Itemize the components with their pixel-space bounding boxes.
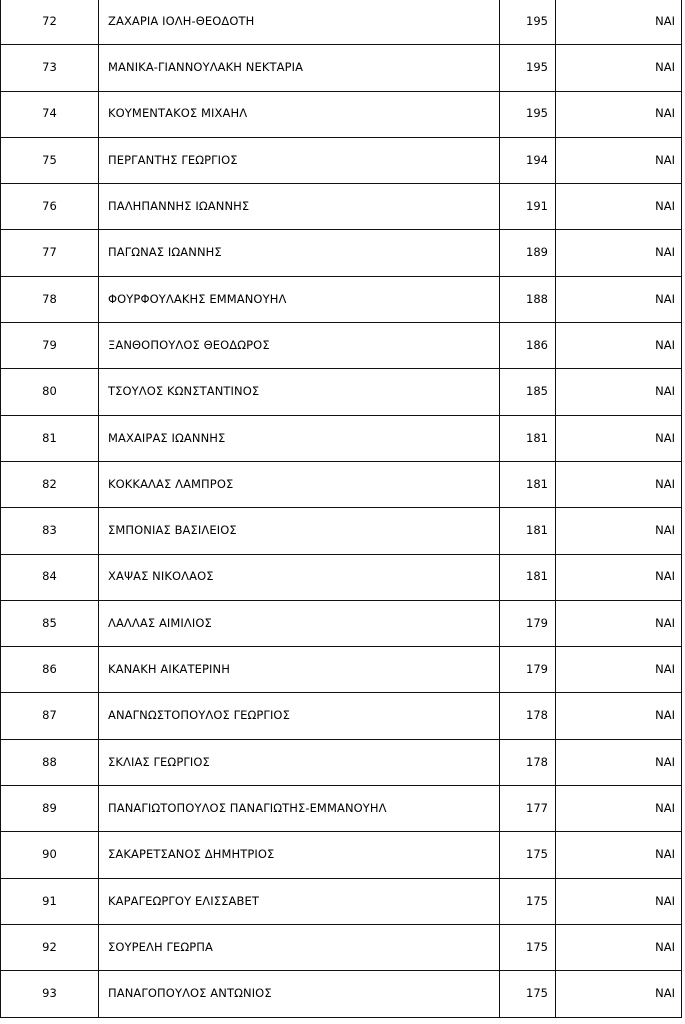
status-value: ΝΑΙ [556,832,682,878]
candidate-name: ΞΑΝΘΟΠΟΥΛΟΣ ΘΕΟΔΩΡΟΣ [99,323,500,369]
score-value: 194 [500,137,556,183]
table-row [1,554,682,600]
row-number: 72 [1,0,99,45]
table-row [1,230,682,276]
row-number: 87 [1,693,99,739]
row-number: 74 [1,91,99,137]
status-value: ΝΑΙ [556,647,682,693]
score-value: 195 [500,45,556,91]
score-value: 181 [500,415,556,461]
score-value: 189 [500,230,556,276]
table-row [1,45,682,91]
status-value: ΝΑΙ [556,508,682,554]
candidate-name: ΠΑΓΩΝΑΣ ΙΩΑΝΝΗΣ [99,230,500,276]
candidate-name: ΧΑΨΑΣ ΝΙΚΟΛΑΟΣ [99,554,500,600]
score-value: 175 [500,924,556,970]
candidate-name: ΣΜΠΟΝΙΑΣ ΒΑΣΙΛΕΙΟΣ [99,508,500,554]
status-value: ΝΑΙ [556,137,682,183]
score-value: 188 [500,276,556,322]
score-value: 179 [500,600,556,646]
row-number: 80 [1,369,99,415]
status-value: ΝΑΙ [556,323,682,369]
candidate-name: ΑΝΑΓΝΩΣΤΟΠΟΥΛΟΣ ΓΕΩΡΓΙΟΣ [99,693,500,739]
row-number: 76 [1,184,99,230]
score-value: 185 [500,369,556,415]
row-number: 90 [1,832,99,878]
row-number: 79 [1,323,99,369]
candidate-name: ΚΟΥΜΕΝΤΑΚΟΣ ΜΙΧΑΗΛ [99,91,500,137]
score-value: 175 [500,832,556,878]
row-number: 82 [1,461,99,507]
row-number: 93 [1,971,99,1017]
status-value: ΝΑΙ [556,91,682,137]
row-number: 77 [1,230,99,276]
row-number: 85 [1,600,99,646]
candidate-name: ΚΟΚΚΑΛΑΣ ΛΑΜΠΡΟΣ [99,461,500,507]
score-value: 186 [500,323,556,369]
score-value: 195 [500,0,556,45]
table-row [1,0,682,45]
status-value: ΝΑΙ [556,415,682,461]
table-row [1,878,682,924]
row-number: 86 [1,647,99,693]
status-value: ΝΑΙ [556,693,682,739]
table-row [1,832,682,878]
candidate-name: ΣΚΛΙΑΣ ΓΕΩΡΓΙΟΣ [99,739,500,785]
table-row [1,924,682,970]
score-value: 181 [500,508,556,554]
table-row [1,461,682,507]
status-value: ΝΑΙ [556,369,682,415]
table-row [1,647,682,693]
candidate-name: ΣΑΚΑΡΕΤΣΑΝΟΣ ΔΗΜΗΤΡΙΟΣ [99,832,500,878]
candidate-name: ΦΟΥΡΦΟΥΛΑΚΗΣ ΕΜΜΑΝΟΥΗΛ [99,276,500,322]
row-number: 84 [1,554,99,600]
status-value: ΝΑΙ [556,554,682,600]
row-number: 75 [1,137,99,183]
table-row [1,508,682,554]
table-row [1,415,682,461]
table-row [1,137,682,183]
status-value: ΝΑΙ [556,878,682,924]
table-row [1,971,682,1017]
score-value: 191 [500,184,556,230]
table-row [1,369,682,415]
status-value: ΝΑΙ [556,786,682,832]
candidate-name: ΤΣΟΥΛΟΣ ΚΩΝΣΤΑΝΤΙΝΟΣ [99,369,500,415]
candidate-name: ΠΑΛΗΠΑΝΝΗΣ ΙΩΑΝΝΗΣ [99,184,500,230]
score-value: 181 [500,461,556,507]
candidate-name: ΠΑΝΑΓΙΩΤΟΠΟΥΛΟΣ ΠΑΝΑΓΙΩΤΗΣ-ΕΜΜΑΝΟΥΗΛ [99,786,500,832]
status-value: ΝΑΙ [556,924,682,970]
candidate-name: ΠΑΝΑΓΟΠΟΥΛΟΣ ΑΝΤΩΝΙΟΣ [99,971,500,1017]
status-value: ΝΑΙ [556,184,682,230]
status-value: ΝΑΙ [556,45,682,91]
table-row [1,693,682,739]
candidate-name: ΚΑΡΑΓΕΩΡΓΟΥ ΕΛΙΣΣΑΒΕΤ [99,878,500,924]
status-value: ΝΑΙ [556,600,682,646]
score-value: 178 [500,693,556,739]
score-value: 178 [500,739,556,785]
table-row [1,600,682,646]
candidate-name: ΠΕΡΓΑΝΤΗΣ ΓΕΩΡΓΙΟΣ [99,137,500,183]
candidate-name: ΜΑΝΙΚΑ-ΓΙΑΝΝΟΥΛΑΚΗ ΝΕΚΤΑΡΙΑ [99,45,500,91]
row-number: 91 [1,878,99,924]
table-row [1,739,682,785]
status-value: ΝΑΙ [556,276,682,322]
row-number: 73 [1,45,99,91]
table-row [1,323,682,369]
table-row [1,786,682,832]
table-row [1,91,682,137]
score-value: 195 [500,91,556,137]
status-value: ΝΑΙ [556,0,682,45]
row-number: 88 [1,739,99,785]
table-row [1,184,682,230]
score-value: 177 [500,786,556,832]
score-value: 181 [500,554,556,600]
candidate-name: ΖΑΧΑΡΙΑ ΙΟΛΗ-ΘΕΟΔΟΤΗ [99,0,500,45]
table-row [1,276,682,322]
row-number: 92 [1,924,99,970]
status-value: ΝΑΙ [556,230,682,276]
status-value: ΝΑΙ [556,461,682,507]
status-value: ΝΑΙ [556,971,682,1017]
score-value: 179 [500,647,556,693]
score-value: 175 [500,878,556,924]
row-number: 89 [1,786,99,832]
candidate-name: ΜΑΧΑΙΡΑΣ ΙΩΑΝΝΗΣ [99,415,500,461]
table-body [1,0,682,1017]
row-number: 78 [1,276,99,322]
status-value: ΝΑΙ [556,739,682,785]
row-number: 81 [1,415,99,461]
candidate-name: ΛΑΛΛΑΣ ΑΙΜΙΛΙΟΣ [99,600,500,646]
row-number: 83 [1,508,99,554]
candidate-name: ΚΑΝΑΚΗ ΑΙΚΑΤΕΡΙΝΗ [99,647,500,693]
score-value: 175 [500,971,556,1017]
candidate-name: ΣΟΥΡΕΛΗ ΓΕΩΡΠΑ [99,924,500,970]
